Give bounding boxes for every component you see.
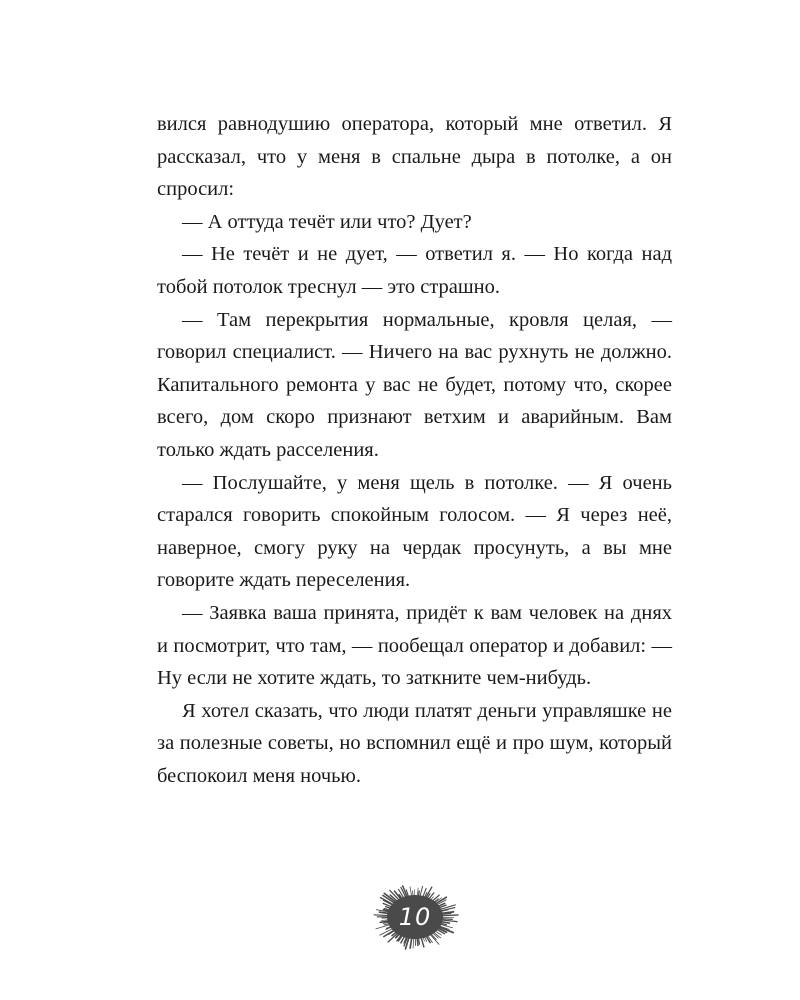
page-number-badge bbox=[369, 882, 461, 952]
paragraph-4: — Там перекрытия нормальные, кровля целая, — говорил специалист. — Ничего на вас рухнуть не должно. Капитального ремонта у вас не будет, потому что, скорее всего, дом скоро признают ветхим и аварийным. Вам только ждать расселения. bbox=[157, 308, 672, 461]
paragraph-6: — Заявка ваша принята, придёт к вам человек на днях и посмотрит, что там, — пообещал оператор и добавил: — Ну если не хотите ждать, то заткните чем-нибудь. bbox=[157, 601, 672, 690]
paragraph-2: — А оттуда течёт или что? Дует? bbox=[182, 210, 472, 233]
page-number: 10 bbox=[398, 903, 432, 931]
paragraph-5: — Послушайте, у меня щель в потолке. — Я очень старался говорить спокойным голосом. — Я через неё, наверное, смогу руку на чердак просунуть, а вы мне говорите ждать переселения. bbox=[157, 471, 672, 592]
paragraph-1: вился равнодушию оператора, который мне ответил. Я рассказал, что у меня в спальне дыра в потолке, а он спросил: bbox=[157, 113, 672, 201]
paragraph-3: — Не течёт и не дует, — ответил я. — Но когда над тобой потолок треснул — это страшно. bbox=[157, 243, 672, 298]
paragraph-7: Я хотел сказать, что люди платят деньги управляшке не за полезные советы, но вспомнил ещё и про шум, который беспокоил меня ночью. bbox=[157, 699, 672, 787]
page-body bbox=[157, 108, 672, 792]
